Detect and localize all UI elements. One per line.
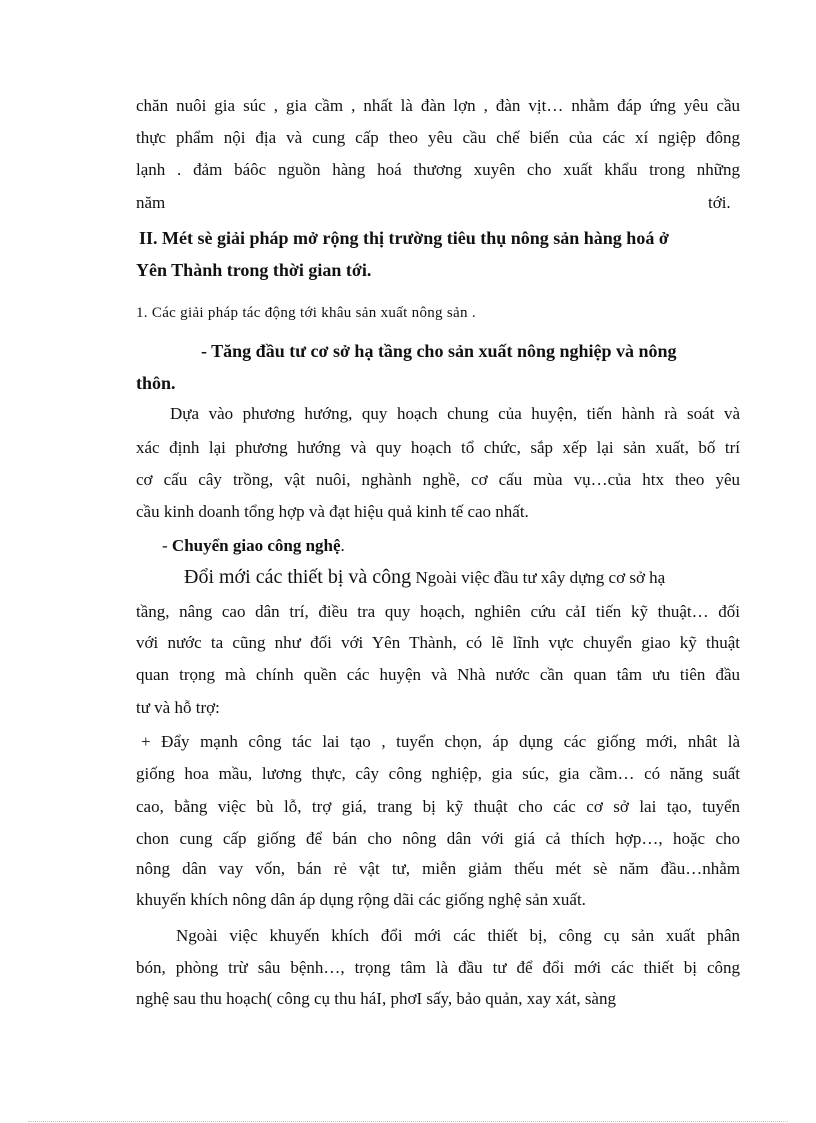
subheading: - Tăng đầu tư cơ sở hạ tầng cho sản xuất nông nghiệp và nông xyxy=(201,341,677,361)
period: . xyxy=(340,536,345,555)
paragraph-line xyxy=(184,566,665,589)
paragraph-line: lạnh . đảm báôc nguồn hàng hoá thương xuyên cho xuất khẩu trong những xyxy=(136,160,740,179)
paragraph-line: bón, phòng trừ sâu bệnh…, trọng tâm là đầu tư để đổi mới các thiết bị công xyxy=(136,958,740,977)
paragraph-line: quan trọng mà chính quền các huyện và Nhà nước cần quan tâm ưu tiên đầu xyxy=(136,665,740,684)
paragraph-line: với nước ta cũng như đối với Yên Thành, có lẽ lĩnh vực chuyển giao kỹ thuật xyxy=(136,633,740,652)
subheading: Chuyển giao công nghệ xyxy=(171,536,341,555)
paragraph-line: khuyến khích nông dân áp dụng rộng dãi các giống nghệ sản xuất. xyxy=(136,890,586,909)
subheading: thôn. xyxy=(136,373,176,393)
paragraph-line: + Đẩy mạnh công tác lai tạo , tuyển chọn, áp dụng các giống mới, nhât là xyxy=(141,732,740,751)
large-text: Đổi mới các thiết bị và công xyxy=(184,566,412,588)
paragraph-line: chăn nuôi gia súc , gia cầm , nhất là đàn lợn , đàn vịt… nhằm đáp ứng yêu cầu xyxy=(136,96,740,115)
page-divider xyxy=(28,1121,788,1122)
paragraph-line: thực phẩm nội địa và cung cấp theo yêu cầu chế biến của các xí ngiệp đông xyxy=(136,128,740,147)
paragraph-line: cơ cấu cây trồng, vật nuôi, nghành nghề, cơ cấu mùa vụ…của htx theo yêu xyxy=(136,470,740,489)
paragraph-line: nghệ sau thu hoạch( công cụ thu háI, phơI sấy, bảo quản, xay xát, sàng xyxy=(136,989,616,1008)
section-heading: II. Mét sè giải pháp mở rộng thị trường tiêu thụ nông sản hàng hoá ở xyxy=(139,228,669,248)
subsection-title: 1. Các giải pháp tác động tới khâu sản xuất nông sản . xyxy=(136,305,476,321)
paragraph-line: Ngoài việc khuyến khích đổi mới các thiết bị, công cụ sản xuất phân xyxy=(176,926,740,945)
subheading-line xyxy=(162,535,345,557)
dash: - xyxy=(162,536,172,555)
paragraph-line: cầu kinh doanh tổng hợp và đạt hiệu quả kinh tế cao nhất. xyxy=(136,502,529,521)
paragraph-line: xác định lại phương hướng và quy hoạch tổ chức, sắp xếp lại sản xuất, bố trí xyxy=(136,438,740,457)
paragraph-line: năm xyxy=(136,193,166,212)
paragraph-line: Dựa vào phương hướng, quy hoạch chung của huyện, tiến hành rà soát và xyxy=(170,404,740,423)
paragraph-line: tầng, nâng cao dân trí, điều tra quy hoạch, nghiên cứu cảI tiến kỹ thuật… đối xyxy=(136,602,740,621)
paragraph-line: chon cung cấp giống để bán cho nông dân với giá cả thích hợp…, hoặc cho xyxy=(136,829,740,848)
section-heading: Yên Thành trong thời gian tới. xyxy=(136,260,372,280)
paragraph-line: tư và hỗ trợ: xyxy=(136,698,220,717)
paragraph-line: cao, bằng việc bù lỗ, trợ giá, trang bị kỹ thuật cho các cơ sở lai tạo, tuyển xyxy=(136,797,740,816)
text: Ngoài việc đầu tư xây dựng cơ sở hạ xyxy=(411,568,666,587)
paragraph-line: tới. xyxy=(708,193,731,212)
paragraph-line: giống hoa mầu, lương thực, cây công nghiệp, gia súc, gia cầm… có năng suất xyxy=(136,764,740,783)
paragraph-line: nông dân vay vốn, bán rẻ vật tư, miễn giảm thếu mét sè năm đầu…nhằm xyxy=(136,859,740,878)
